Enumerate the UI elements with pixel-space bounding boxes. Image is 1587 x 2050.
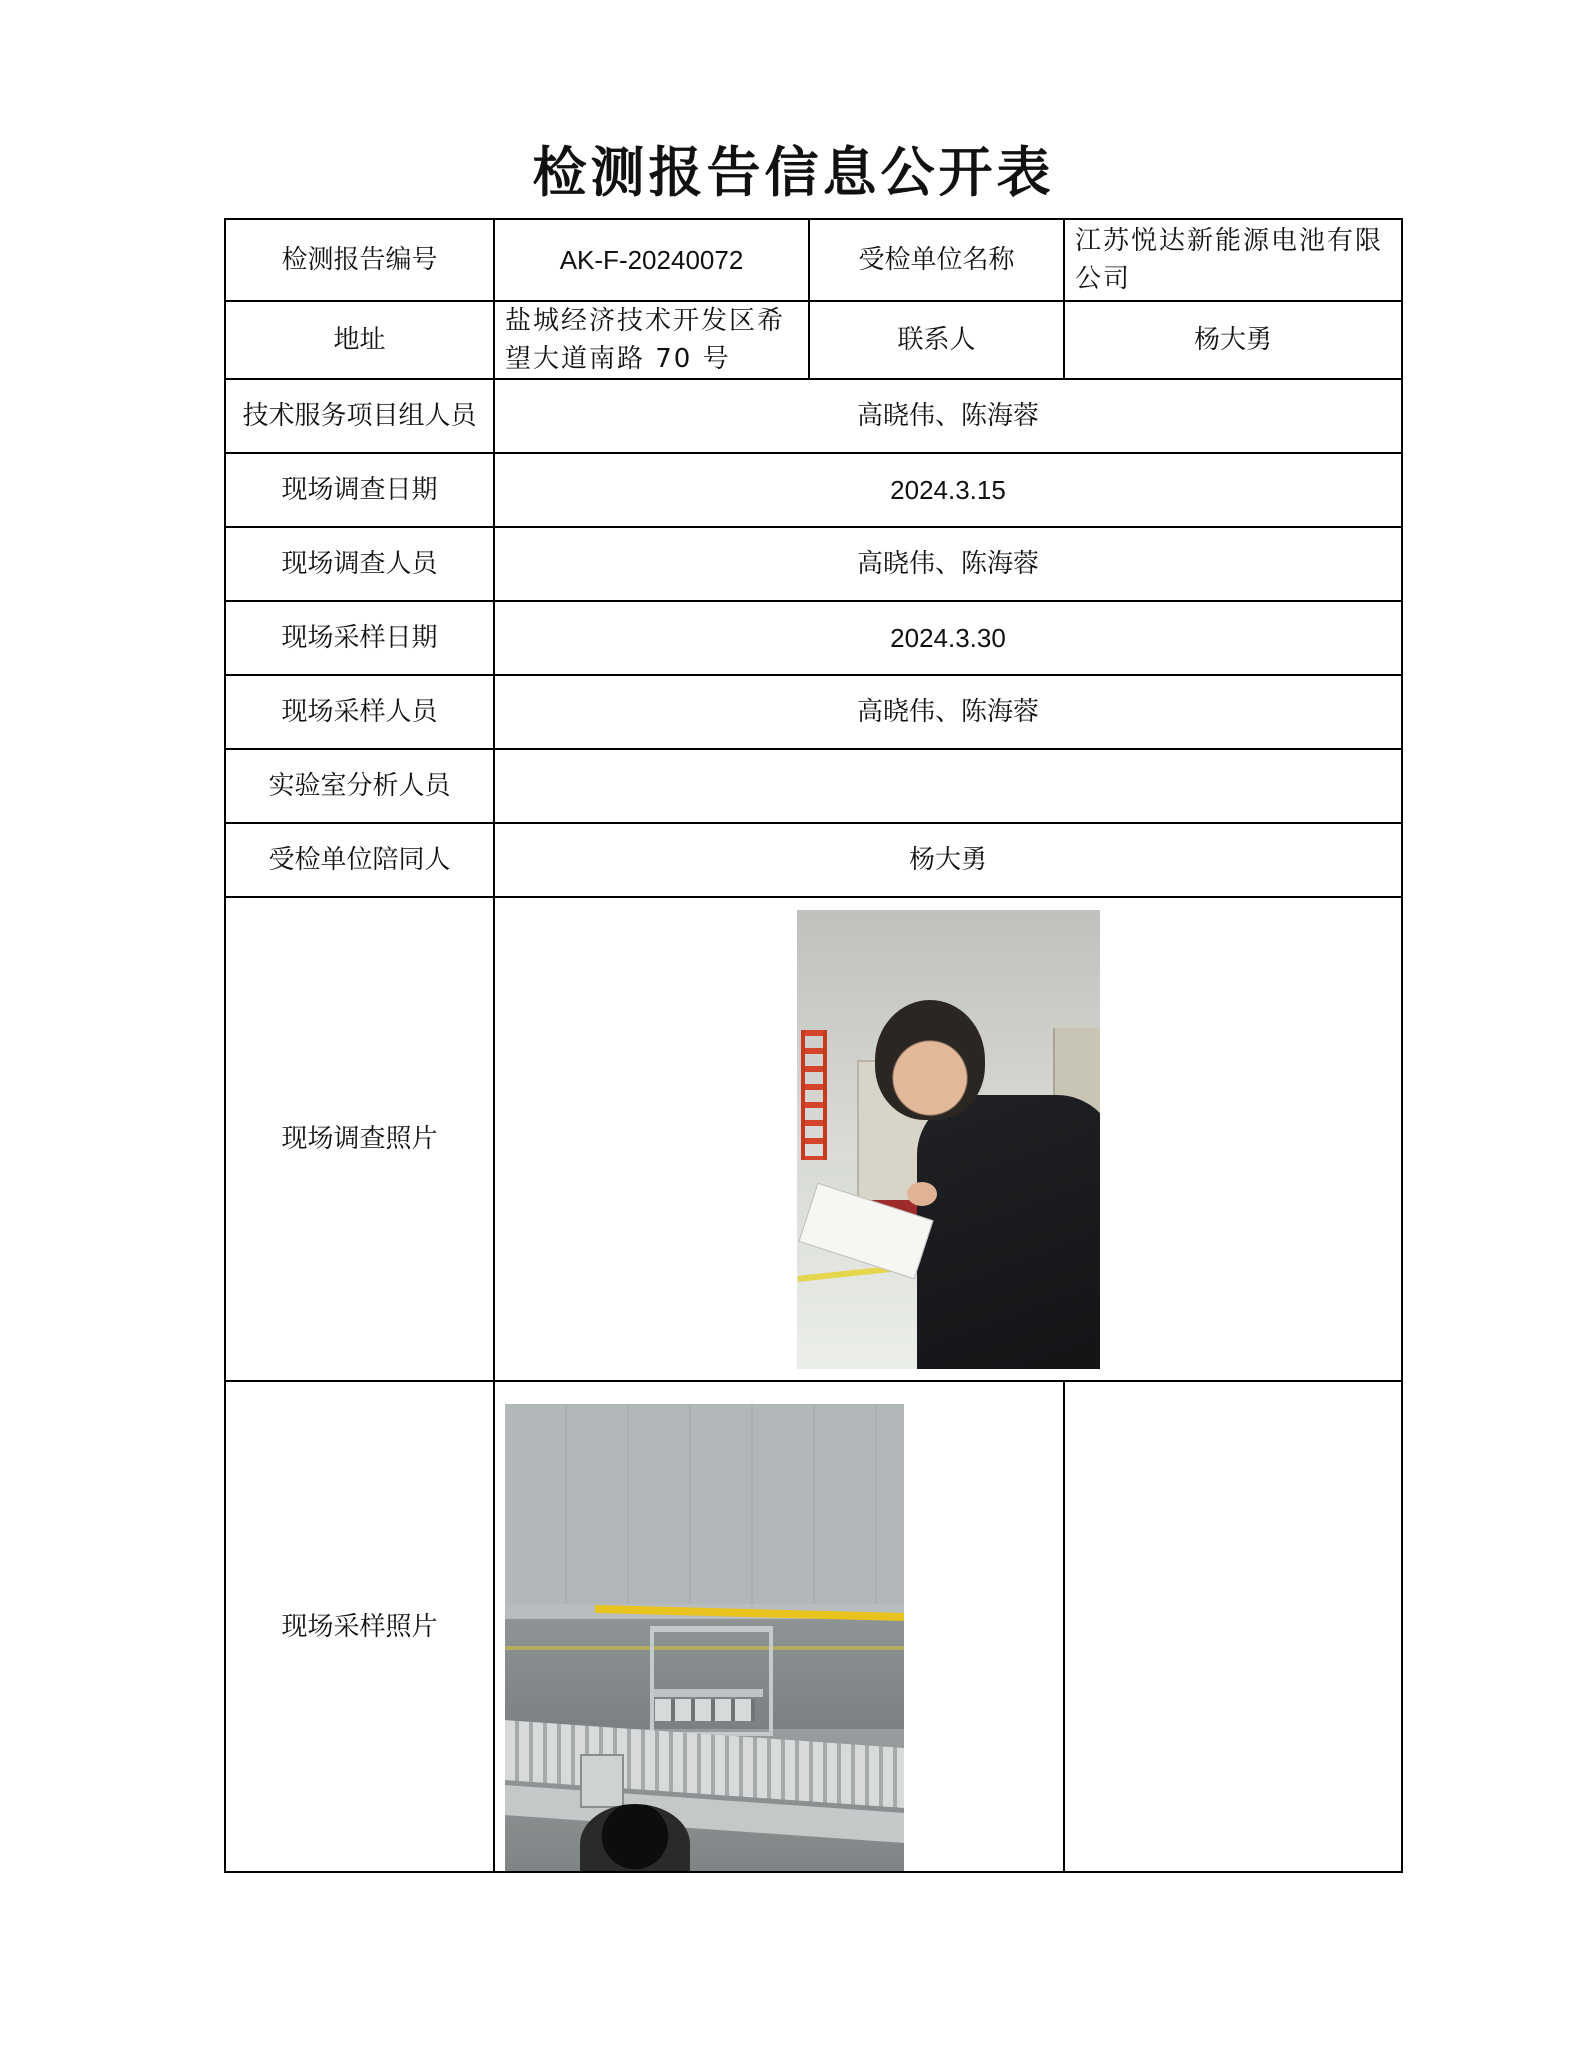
table-row bbox=[225, 219, 1402, 301]
table-row bbox=[225, 379, 1402, 453]
report-no-value: AK-F-20240072 bbox=[494, 219, 809, 301]
sampling-staff-value: 高晓伟、陈海蓉 bbox=[494, 675, 1402, 749]
empty-photo-cell bbox=[1064, 1381, 1402, 1872]
survey-date-label: 现场调查日期 bbox=[225, 453, 494, 527]
sampling-date-value: 2024.3.30 bbox=[494, 601, 1402, 675]
survey-staff-label: 现场调查人员 bbox=[225, 527, 494, 601]
table-row bbox=[225, 601, 1402, 675]
report-no-label: 检测报告编号 bbox=[225, 219, 494, 301]
project-members-value: 高晓伟、陈海蓉 bbox=[494, 379, 1402, 453]
lab-staff-value bbox=[494, 749, 1402, 823]
survey-photo-label: 现场调查照片 bbox=[225, 897, 494, 1381]
address-label: 地址 bbox=[225, 301, 494, 379]
table-row bbox=[225, 749, 1402, 823]
table-row bbox=[225, 527, 1402, 601]
sampling-photo-label: 现场采样照片 bbox=[225, 1381, 494, 1872]
project-members-label: 技术服务项目组人员 bbox=[225, 379, 494, 453]
survey-photo-cell bbox=[494, 897, 1402, 1381]
sampling-photo bbox=[505, 1404, 904, 1871]
escort-label: 受检单位陪同人 bbox=[225, 823, 494, 897]
table-row bbox=[225, 897, 1402, 1381]
sampling-photo-cell bbox=[494, 1381, 1064, 1872]
unit-name-value: 江苏悦达新能源电池有限公司 bbox=[1064, 219, 1402, 301]
lab-staff-label: 实验室分析人员 bbox=[225, 749, 494, 823]
contact-value: 杨大勇 bbox=[1064, 301, 1402, 379]
table-row bbox=[225, 675, 1402, 749]
survey-date-value: 2024.3.15 bbox=[494, 453, 1402, 527]
sampling-staff-label: 现场采样人员 bbox=[225, 675, 494, 749]
table-row bbox=[225, 453, 1402, 527]
contact-label: 联系人 bbox=[809, 301, 1064, 379]
report-info-table bbox=[224, 218, 1403, 1873]
address-value: 盐城经济技术开发区希望大道南路 70 号 bbox=[494, 301, 809, 379]
survey-staff-value: 高晓伟、陈海蓉 bbox=[494, 527, 1402, 601]
table-row bbox=[225, 823, 1402, 897]
sampling-date-label: 现场采样日期 bbox=[225, 601, 494, 675]
escort-value: 杨大勇 bbox=[494, 823, 1402, 897]
unit-name-label: 受检单位名称 bbox=[809, 219, 1064, 301]
document-title: 检测报告信息公开表 bbox=[532, 141, 1055, 204]
survey-photo bbox=[797, 910, 1100, 1369]
table-row bbox=[225, 1381, 1402, 1872]
table-row bbox=[225, 301, 1402, 379]
